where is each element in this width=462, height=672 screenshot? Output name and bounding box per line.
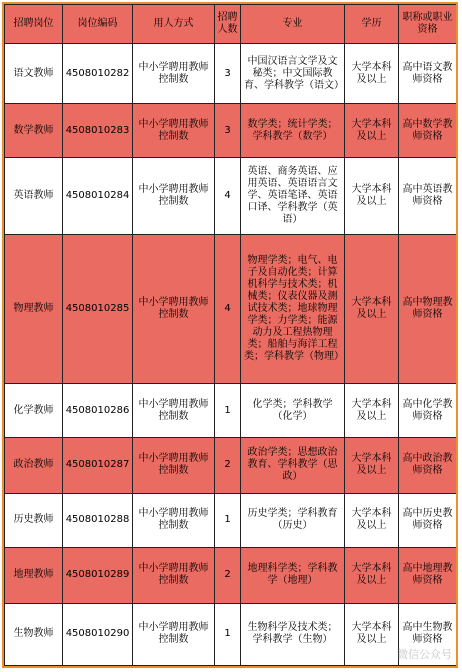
row-code: 4508010284 [63,158,133,235]
table-row [5,104,457,158]
row-education: 大学本科及以上 [345,234,399,383]
table-row [5,438,457,494]
row-count: 2 [215,438,241,494]
row-method: 中小学聘用教师控制数 [133,384,215,438]
row-code: 4508010287 [63,438,133,494]
row-position: 生物教师 [5,603,63,665]
header-education: 学历 [345,5,399,44]
row-major: 数学类；统计学类；学科教学（数学） [241,104,345,158]
header-major: 专业 [241,5,345,44]
row-code: 4508010286 [63,384,133,438]
recruitment-table [4,4,457,666]
row-position: 历史教师 [5,493,63,547]
row-position: 英语教师 [5,158,63,235]
row-major: 英语、商务英语、应用英语、英语语言文学、英语笔译、英语口译、学科教学（英语） [241,158,345,235]
header-certificate: 职称或职业资格 [399,5,457,44]
row-certificate: 高中生物教师资格 [399,603,457,665]
row-code: 4508010283 [63,104,133,158]
row-count: 1 [215,493,241,547]
row-education: 大学本科及以上 [345,438,399,494]
row-method: 中小学聘用教师控制数 [133,438,215,494]
row-code: 4508010282 [63,44,133,104]
row-count: 4 [215,158,241,235]
row-major: 生物科学及技术类；学科教学（生物） [241,603,345,665]
row-method: 中小学聘用教师控制数 [133,493,215,547]
row-method: 中小学聘用教师控制数 [133,158,215,235]
row-code: 4508010288 [63,493,133,547]
table-row [5,547,457,603]
row-count: 4 [215,234,241,383]
header-method: 用人方式 [133,5,215,44]
row-education: 大学本科及以上 [345,384,399,438]
table-row [5,158,457,235]
row-method: 中小学聘用教师控制数 [133,603,215,665]
row-count: 3 [215,104,241,158]
row-certificate: 高中历史教师资格 [399,493,457,547]
row-code: 4508010290 [63,603,133,665]
row-position: 政治教师 [5,438,63,494]
table-row [5,384,457,438]
row-major: 历史学类；学科教育（历史） [241,493,345,547]
row-count: 1 [215,384,241,438]
recruitment-table-frame [2,2,458,668]
row-education: 大学本科及以上 [345,547,399,603]
row-position: 化学教师 [5,384,63,438]
row-certificate: 高中物理教师资格 [399,234,457,383]
row-education: 大学本科及以上 [345,158,399,235]
table-header-row [5,5,457,44]
row-position: 物理教师 [5,234,63,383]
row-code: 4508010285 [63,234,133,383]
header-position: 招聘岗位 [5,5,63,44]
row-count: 2 [215,547,241,603]
row-certificate: 高中英语教师资格 [399,158,457,235]
row-certificate: 高中化学教师资格 [399,384,457,438]
row-certificate: 高中政治教师资格 [399,438,457,494]
row-certificate: 高中数学教师资格 [399,104,457,158]
row-education: 大学本科及以上 [345,493,399,547]
header-code: 岗位编码 [63,5,133,44]
table-row [5,493,457,547]
row-education: 大学本科及以上 [345,104,399,158]
row-major: 地理科学类；学科教学（地理） [241,547,345,603]
row-major: 中国汉语言文学及文秘类；中文国际教育、学科教学（语文） [241,44,345,104]
row-position: 地理教师 [5,547,63,603]
row-method: 中小学聘用教师控制数 [133,104,215,158]
row-major: 化学类；学科教学（化学） [241,384,345,438]
table-row [5,603,457,665]
row-education: 大学本科及以上 [345,603,399,665]
row-position: 数学教师 [5,104,63,158]
row-code: 4508010289 [63,547,133,603]
row-major: 政治学类；思想政治教育、学科教学（思政） [241,438,345,494]
row-method: 中小学聘用教师控制数 [133,547,215,603]
row-method: 中小学聘用教师控制数 [133,234,215,383]
row-position: 语文教师 [5,44,63,104]
row-method: 中小学聘用教师控制数 [133,44,215,104]
row-count: 1 [215,603,241,665]
row-certificate: 高中语文教师资格 [399,44,457,104]
row-count: 3 [215,44,241,104]
watermark: 微信公众号 [397,648,452,661]
table-row [5,44,457,104]
row-major: 物理学类；电气、电子及自动化类；计算机科学与技术类；机械类；仪表仪器及测试技术类；地球物理学类；力学类；能源动力及工程热物理类；船舶与海洋工程类；学科教学（物理） [241,234,345,383]
table-row [5,234,457,383]
header-count: 招聘人数 [215,5,241,44]
row-education: 大学本科及以上 [345,44,399,104]
row-certificate: 高中地理教师资格 [399,547,457,603]
